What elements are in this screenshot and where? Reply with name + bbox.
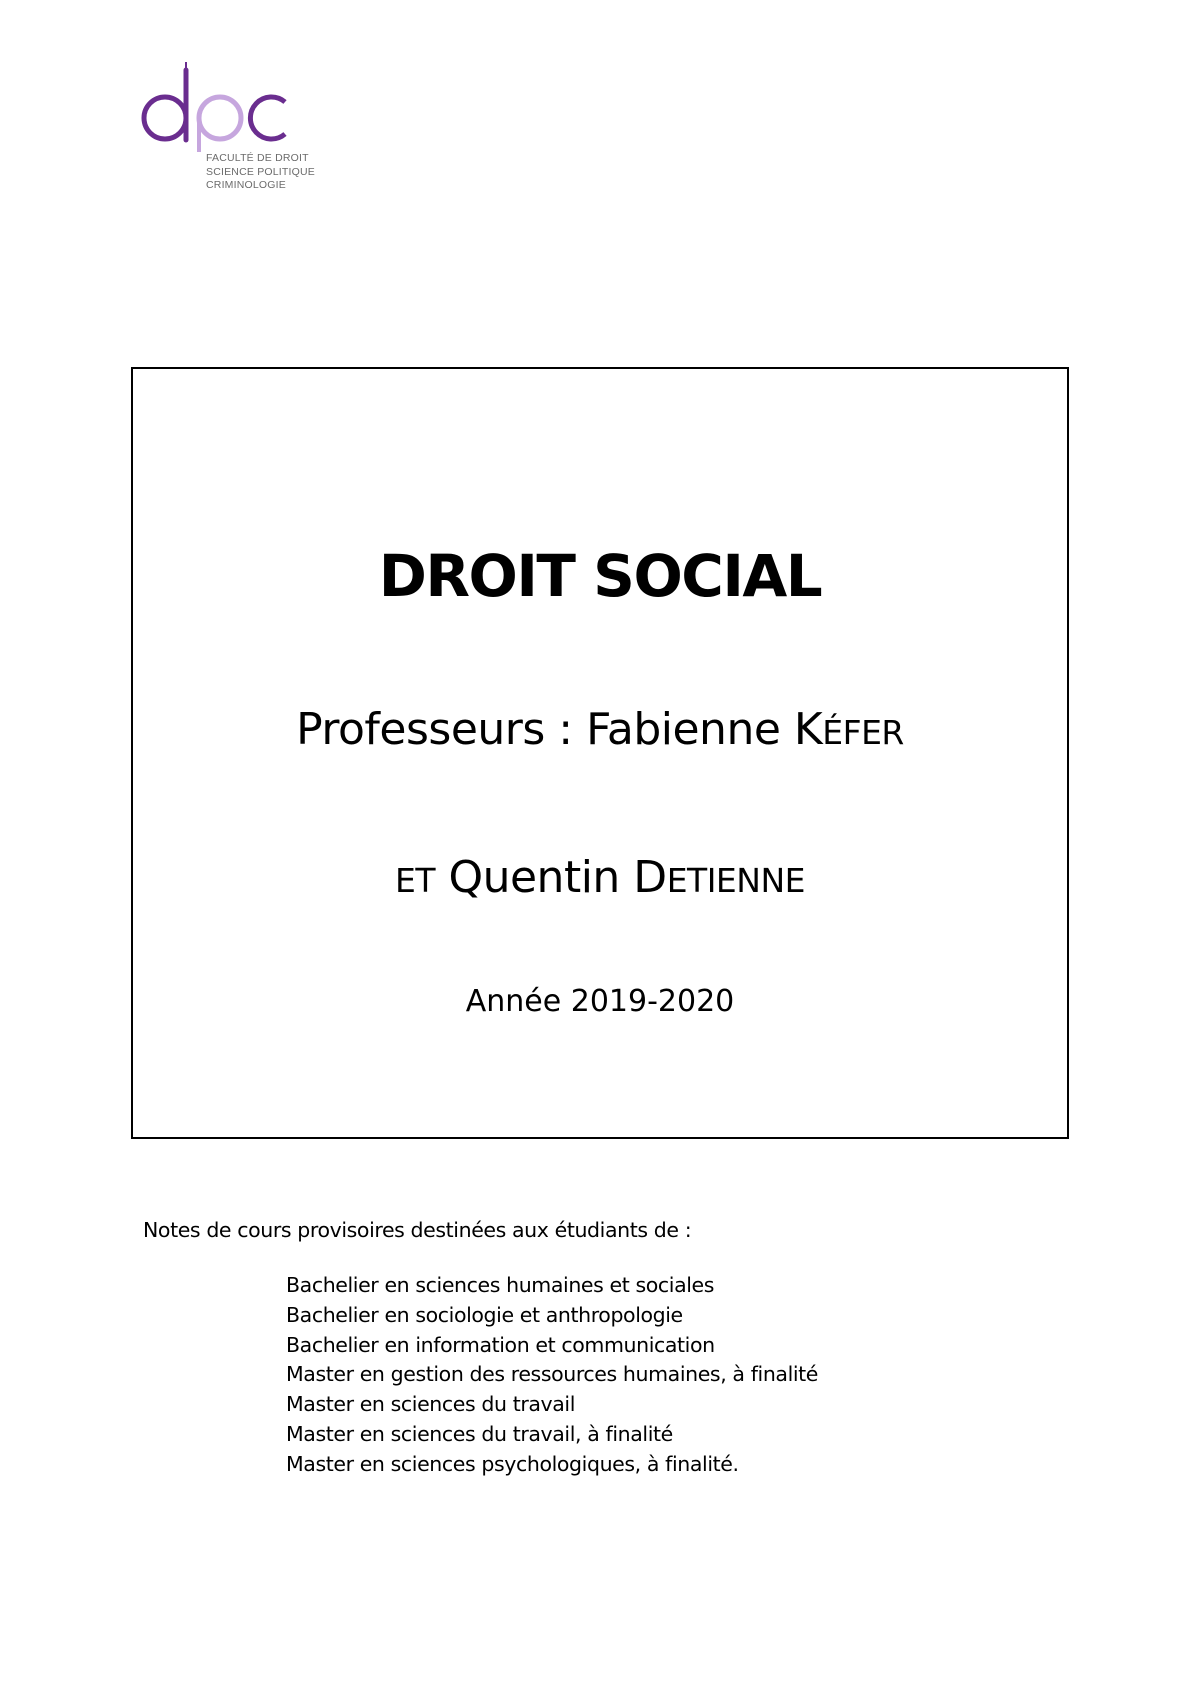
program-item: Master en sciences psychologiques, à finalité. (286, 1451, 739, 1476)
program-item: Master en gestion des ressources humaines, à finalité (286, 1362, 819, 1387)
logo-line: CRIMINOLOGIE (206, 179, 286, 191)
logo-faculty-name (206, 152, 315, 193)
coauthor-line (133, 852, 1067, 903)
coauthor-text: Quentin D (434, 852, 667, 903)
professors-line (133, 704, 1067, 755)
program-list (286, 1271, 818, 1480)
logo-line: SCIENCE POLITIQUE (206, 165, 316, 178)
program-item: Bachelier en information et communication (286, 1332, 715, 1357)
logo-line: FACULTÉ DE DROIT (206, 152, 309, 164)
program-item: Master en sciences du travail, à finalité (286, 1421, 673, 1446)
professors-text: Professeurs : Fabienne K (296, 704, 823, 755)
dpc-logo-mark (140, 62, 290, 152)
document-title: DROIT SOCIAL (378, 542, 822, 610)
program-item: Bachelier en sciences humaines et sociales (286, 1273, 715, 1297)
notes-intro: Notes de cours provisoires destinées aux étudiants de : (143, 1218, 692, 1242)
professors-surname-smallcaps: ÉFER (822, 713, 904, 752)
coauthor-surname-smallcaps: ETIENNE (666, 861, 806, 900)
faculty-logo (140, 62, 370, 202)
program-item: Master en sciences du travail (286, 1392, 576, 1417)
academic-year: Année 2019-2020 (465, 984, 735, 1019)
cover-title-box (131, 367, 1069, 1139)
coauthor-conjunction: ET (394, 861, 435, 900)
program-item: Bachelier en sociologie et anthropologie (286, 1302, 683, 1327)
